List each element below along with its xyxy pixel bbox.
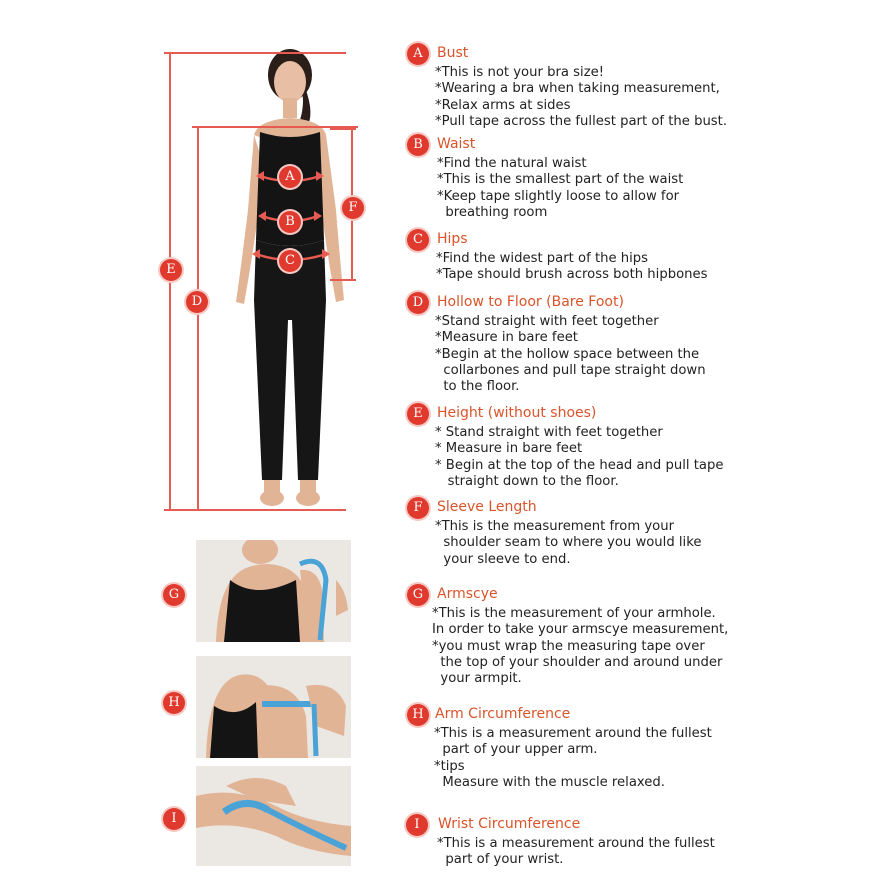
section-line: In order to take your armscye measurement, bbox=[432, 622, 729, 638]
photo-badge-h: H bbox=[163, 692, 185, 714]
wrist-circumference-photo bbox=[196, 766, 351, 866]
section-title: Hips bbox=[437, 231, 468, 247]
armscye-photo bbox=[196, 540, 351, 642]
section-wrist-circumference bbox=[406, 816, 876, 869]
section-line: *Relax arms at sides bbox=[435, 97, 571, 113]
section-arm-circumference bbox=[407, 706, 877, 791]
section-line: your sleeve to end. bbox=[435, 551, 571, 567]
section-line: * Measure in bare feet bbox=[435, 441, 583, 457]
section-bust bbox=[407, 45, 877, 130]
section-line: breathing room bbox=[437, 204, 548, 220]
section-title: Hollow to Floor (Bare Foot) bbox=[437, 294, 624, 310]
section-line: *Pull tape across the fullest part of the bust. bbox=[435, 113, 728, 129]
section-line: *This is the smallest part of the waist bbox=[437, 172, 684, 188]
figure-badge-b: B bbox=[279, 211, 301, 233]
section-line: *This is a measurement around the fullest bbox=[434, 726, 712, 741]
section-line: *Find the natural waist bbox=[437, 156, 587, 171]
section-sleeve-length bbox=[407, 499, 877, 568]
hollow-line bbox=[197, 126, 199, 510]
section-line: *This is a measurement around the fullest bbox=[437, 836, 715, 851]
section-title: Sleeve Length bbox=[437, 499, 537, 515]
section-height bbox=[407, 405, 877, 490]
section-line: shoulder seam to where you would like bbox=[435, 535, 702, 551]
section-badge: C bbox=[407, 229, 429, 251]
section-badge: H bbox=[407, 704, 429, 726]
section-line: *Measure in bare feet bbox=[435, 330, 578, 346]
photo-badge-i: I bbox=[163, 808, 185, 830]
section-line: * Stand straight with feet together bbox=[435, 425, 663, 440]
section-line: *Keep tape slightly loose to allow for bbox=[437, 188, 680, 204]
height-line bbox=[169, 52, 171, 510]
section-badge: I bbox=[406, 814, 428, 836]
section-badge: E bbox=[407, 403, 429, 425]
section-line: part of your upper arm. bbox=[434, 742, 598, 758]
section-line: *Wearing a bra when taking measurement, bbox=[435, 81, 720, 97]
section-line: *Find the widest part of the hips bbox=[436, 251, 649, 266]
section-line: collarbones and pull tape straight down bbox=[435, 362, 706, 378]
arm-circumference-photo bbox=[196, 656, 351, 758]
section-line: * Begin at the top of the head and pull tape bbox=[435, 457, 724, 473]
section-badge: D bbox=[407, 292, 429, 314]
section-badge: B bbox=[407, 134, 429, 156]
section-line: straight down to the floor. bbox=[435, 473, 619, 489]
section-line: *This is not your bra size! bbox=[435, 65, 605, 80]
section-line: Measure with the muscle relaxed. bbox=[434, 774, 665, 790]
section-line: *Begin at the hollow space between the bbox=[435, 346, 700, 362]
section-hips bbox=[407, 231, 877, 284]
section-line: *This is the measurement from your bbox=[435, 519, 675, 534]
figure-badge-e: E bbox=[160, 259, 182, 281]
section-waist bbox=[407, 136, 877, 221]
section-line: part of your wrist. bbox=[437, 852, 564, 868]
section-title: Waist bbox=[437, 136, 476, 152]
figure-badge-c: C bbox=[279, 250, 301, 272]
section-badge: A bbox=[407, 43, 429, 65]
sleeve-line-bottom-tick bbox=[330, 279, 356, 281]
section-title: Wrist Circumference bbox=[438, 816, 581, 832]
section-badge: G bbox=[407, 584, 429, 606]
section-line: to the floor. bbox=[435, 379, 520, 395]
section-title: Armscye bbox=[437, 586, 498, 602]
section-line: the top of your shoulder and around under bbox=[432, 654, 723, 670]
sleeve-line-top-tick bbox=[330, 128, 356, 130]
section-line: *you must wrap the measuring tape over bbox=[432, 638, 705, 654]
section-line: your armpit. bbox=[432, 671, 522, 687]
figure-badge-a: A bbox=[279, 166, 301, 188]
figure-badge-f: F bbox=[342, 197, 364, 219]
figure-badge-d: D bbox=[186, 291, 208, 313]
body-figure-panel bbox=[150, 40, 380, 520]
height-line-top-tick bbox=[164, 52, 346, 54]
section-hollow-to-floor bbox=[407, 294, 877, 395]
section-line: *This is the measurement of your armhole. bbox=[432, 606, 716, 621]
section-badge: F bbox=[407, 497, 429, 519]
section-title: Arm Circumference bbox=[435, 706, 571, 722]
height-line-bottom-tick bbox=[164, 509, 346, 511]
section-title: Height (without shoes) bbox=[437, 405, 597, 421]
section-title: Bust bbox=[437, 45, 469, 61]
section-armscye bbox=[407, 586, 877, 687]
section-line: *Tape should brush across both hipbones bbox=[436, 267, 708, 283]
photo-badge-g: G bbox=[163, 584, 185, 606]
section-line: *tips bbox=[434, 758, 465, 774]
section-line: *Stand straight with feet together bbox=[435, 314, 659, 329]
